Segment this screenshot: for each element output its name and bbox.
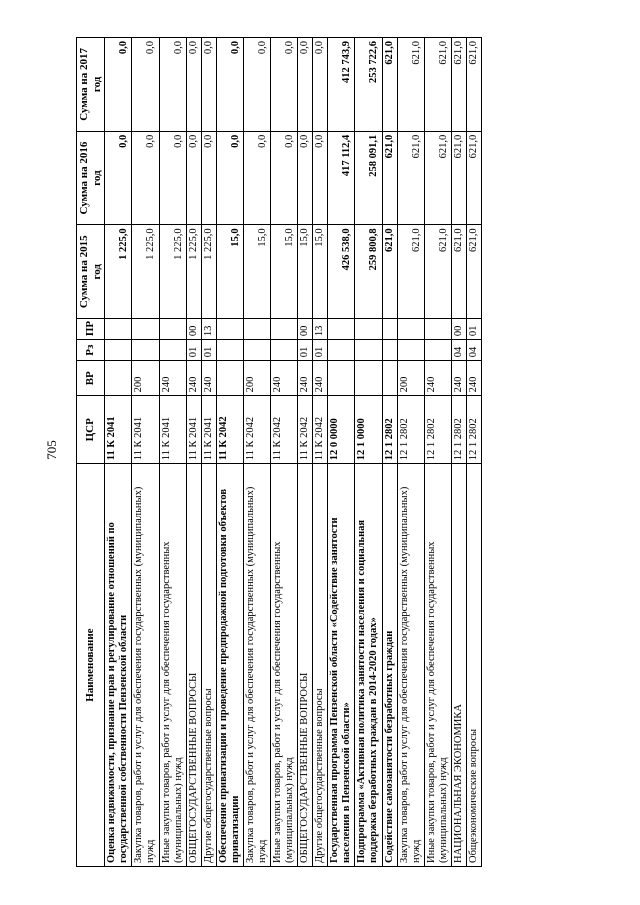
cell-pr — [328, 319, 355, 340]
table-row — [216, 38, 243, 867]
cell-name: Другие общегосударственные вопросы — [201, 464, 216, 867]
cell-2016: 621,0 — [466, 131, 481, 225]
cell-vr: 240 — [159, 361, 186, 396]
cell-2015: 1 225,0 — [186, 225, 201, 319]
cell-2016: 0,0 — [216, 131, 243, 225]
cell-2017: 621,0 — [424, 38, 451, 132]
cell-pr — [105, 319, 132, 340]
cell-rz — [243, 340, 270, 361]
cell-2016: 0,0 — [201, 131, 216, 225]
cell-2015: 1 225,0 — [105, 225, 132, 319]
cell-2017: 0,0 — [298, 38, 313, 132]
cell-2017: 0,0 — [201, 38, 216, 132]
cell-2017: 621,0 — [466, 38, 481, 132]
cell-2016: 0,0 — [243, 131, 270, 225]
cell-name: НАЦИОНАЛЬНАЯ ЭКОНОМИКА — [451, 464, 466, 867]
cell-csr: 11 К 2041 — [132, 396, 159, 464]
cell-vr — [105, 361, 132, 396]
cell-rz: 01 — [186, 340, 201, 361]
cell-2015: 1 225,0 — [132, 225, 159, 319]
cell-csr: 11 К 2042 — [243, 396, 270, 464]
cell-2017: 0,0 — [313, 38, 328, 132]
cell-name: Государственная программа Пензенской области «Содействие занятости населения в Пензенской области» — [328, 464, 355, 867]
cell-2017: 0,0 — [159, 38, 186, 132]
cell-2017: 0,0 — [243, 38, 270, 132]
table-row — [132, 38, 159, 867]
cell-name: ОБЩЕГОСУДАРСТВЕННЫЕ ВОПРОСЫ — [186, 464, 201, 867]
cell-csr: 11 К 2041 — [159, 396, 186, 464]
cell-2017: 621,0 — [397, 38, 424, 132]
cell-vr — [382, 361, 397, 396]
cell-2016: 0,0 — [186, 131, 201, 225]
cell-rz: 04 — [466, 340, 481, 361]
cell-csr: 12 1 2802 — [424, 396, 451, 464]
header-vr: ВР — [77, 361, 105, 396]
cell-pr: 01 — [466, 319, 481, 340]
cell-vr: 240 — [313, 361, 328, 396]
cell-csr: 12 1 2802 — [382, 396, 397, 464]
header-pr: ПР — [77, 319, 105, 340]
cell-pr — [271, 319, 298, 340]
cell-rz: 01 — [313, 340, 328, 361]
cell-pr — [243, 319, 270, 340]
cell-name: Содействие самозанятости безработных граждан — [382, 464, 397, 867]
cell-2016: 0,0 — [313, 131, 328, 225]
table-row — [243, 38, 270, 867]
cell-rz — [105, 340, 132, 361]
cell-rz — [424, 340, 451, 361]
cell-rz — [355, 340, 382, 361]
header-rz: Рз — [77, 340, 105, 361]
cell-vr: 240 — [186, 361, 201, 396]
cell-2016: 258 091,1 — [355, 131, 382, 225]
cell-rz — [271, 340, 298, 361]
cell-pr: 00 — [451, 319, 466, 340]
cell-pr: 13 — [201, 319, 216, 340]
cell-2017: 621,0 — [451, 38, 466, 132]
cell-pr — [382, 319, 397, 340]
cell-vr: 200 — [132, 361, 159, 396]
budget-table — [76, 37, 482, 867]
cell-vr: 240 — [451, 361, 466, 396]
cell-name: Иные закупки товаров, работ и услуг для обеспечения государственных (муниципальных) нужд — [159, 464, 186, 867]
cell-vr — [216, 361, 243, 396]
cell-rz: 01 — [201, 340, 216, 361]
cell-2015: 621,0 — [466, 225, 481, 319]
header-name: Наименование — [77, 464, 105, 867]
table-row — [159, 38, 186, 867]
cell-2016: 0,0 — [159, 131, 186, 225]
cell-pr — [216, 319, 243, 340]
cell-2016: 0,0 — [105, 131, 132, 225]
table-row — [201, 38, 216, 867]
cell-name: Иные закупки товаров, работ и услуг для обеспечения государственных (муниципальных) нужд — [424, 464, 451, 867]
table-row — [186, 38, 201, 867]
cell-2016: 621,0 — [424, 131, 451, 225]
cell-vr: 200 — [243, 361, 270, 396]
cell-2016: 621,0 — [397, 131, 424, 225]
cell-2016: 417 112,4 — [328, 131, 355, 225]
table-row — [451, 38, 466, 867]
page-number: 705 — [44, 440, 59, 460]
cell-2015: 621,0 — [382, 225, 397, 319]
cell-2016: 621,0 — [382, 131, 397, 225]
cell-name: Оценка недвижимости, признание прав и регулирование отношений по государственной собственности Пензенской области — [105, 464, 132, 867]
header-2017: Сумма на 2017 год — [77, 38, 105, 132]
cell-csr: 11 К 2042 — [271, 396, 298, 464]
cell-csr: 12 1 0000 — [355, 396, 382, 464]
cell-2016: 621,0 — [451, 131, 466, 225]
cell-2015: 621,0 — [397, 225, 424, 319]
cell-2015: 1 225,0 — [201, 225, 216, 319]
cell-2015: 1 225,0 — [159, 225, 186, 319]
cell-name: Другие общегосударственные вопросы — [313, 464, 328, 867]
cell-2015: 426 538,0 — [328, 225, 355, 319]
cell-name: Закупка товаров, работ и услуг для обеспечения государственных (муниципальных) нужд — [397, 464, 424, 867]
table-row — [271, 38, 298, 867]
cell-2017: 0,0 — [186, 38, 201, 132]
cell-2015: 15,0 — [216, 225, 243, 319]
cell-rz — [216, 340, 243, 361]
cell-csr: 12 0 0000 — [328, 396, 355, 464]
cell-rz — [132, 340, 159, 361]
cell-rz — [159, 340, 186, 361]
cell-csr: 11 К 2041 — [105, 396, 132, 464]
cell-csr: 11 К 2042 — [298, 396, 313, 464]
cell-name: Закупка товаров, работ и услуг для обеспечения государственных (муниципальных) нужд — [132, 464, 159, 867]
cell-rz — [397, 340, 424, 361]
cell-vr: 240 — [466, 361, 481, 396]
cell-2015: 621,0 — [451, 225, 466, 319]
table-row — [397, 38, 424, 867]
budget-table-rotated — [76, 37, 551, 867]
cell-rz: 01 — [298, 340, 313, 361]
cell-2017: 0,0 — [271, 38, 298, 132]
table-row — [424, 38, 451, 867]
cell-2015: 621,0 — [424, 225, 451, 319]
cell-vr: 240 — [201, 361, 216, 396]
cell-vr: 240 — [424, 361, 451, 396]
cell-csr: 12 1 2802 — [397, 396, 424, 464]
cell-csr: 11 К 2042 — [313, 396, 328, 464]
cell-name: Общеэкономические вопросы — [466, 464, 481, 867]
cell-csr: 11 К 2041 — [201, 396, 216, 464]
table-row — [105, 38, 132, 867]
cell-name: Подпрограмма «Активная политика занятости населения и социальная поддержка безработных граждан в 2014-2020 годах» — [355, 464, 382, 867]
header-csr: ЦСР — [77, 396, 105, 464]
table-row — [466, 38, 481, 867]
cell-vr: 240 — [271, 361, 298, 396]
cell-2017: 621,0 — [382, 38, 397, 132]
cell-2017: 0,0 — [105, 38, 132, 132]
cell-vr: 200 — [397, 361, 424, 396]
cell-rz — [382, 340, 397, 361]
cell-2015: 15,0 — [298, 225, 313, 319]
cell-2016: 0,0 — [271, 131, 298, 225]
cell-pr — [397, 319, 424, 340]
cell-2015: 15,0 — [243, 225, 270, 319]
cell-csr: 11 К 2042 — [216, 396, 243, 464]
cell-name: Иные закупки товаров, работ и услуг для обеспечения государственных (муниципальных) нужд — [271, 464, 298, 867]
cell-rz: 04 — [451, 340, 466, 361]
cell-2015: 259 800,8 — [355, 225, 382, 319]
cell-name: ОБЩЕГОСУДАРСТВЕННЫЕ ВОПРОСЫ — [298, 464, 313, 867]
table-row — [313, 38, 328, 867]
cell-pr — [355, 319, 382, 340]
cell-vr: 240 — [298, 361, 313, 396]
cell-csr: 11 К 2041 — [186, 396, 201, 464]
cell-name: Закупка товаров, работ и услуг для обеспечения государственных (муниципальных) нужд — [243, 464, 270, 867]
cell-name: Обеспечение приватизации и проведение предпродажной подготовки объектов приватизации — [216, 464, 243, 867]
cell-rz — [328, 340, 355, 361]
cell-vr — [355, 361, 382, 396]
cell-pr — [424, 319, 451, 340]
table-row — [328, 38, 355, 867]
header-2015: Сумма на 2015 год — [77, 225, 105, 319]
cell-pr: 00 — [186, 319, 201, 340]
cell-csr: 12 1 2802 — [466, 396, 481, 464]
cell-2017: 412 743,9 — [328, 38, 355, 132]
cell-csr: 12 1 2802 — [451, 396, 466, 464]
table-row — [382, 38, 397, 867]
cell-pr: 13 — [313, 319, 328, 340]
cell-2015: 15,0 — [313, 225, 328, 319]
cell-2016: 0,0 — [132, 131, 159, 225]
cell-2017: 0,0 — [132, 38, 159, 132]
cell-pr — [132, 319, 159, 340]
cell-2017: 253 722,6 — [355, 38, 382, 132]
cell-2015: 15,0 — [271, 225, 298, 319]
table-header-row — [77, 38, 105, 867]
cell-2016: 0,0 — [298, 131, 313, 225]
header-2016: Сумма на 2016 год — [77, 131, 105, 225]
table-row — [298, 38, 313, 867]
cell-pr: 00 — [298, 319, 313, 340]
cell-vr — [328, 361, 355, 396]
cell-pr — [159, 319, 186, 340]
table-row — [355, 38, 382, 867]
cell-2017: 0,0 — [216, 38, 243, 132]
